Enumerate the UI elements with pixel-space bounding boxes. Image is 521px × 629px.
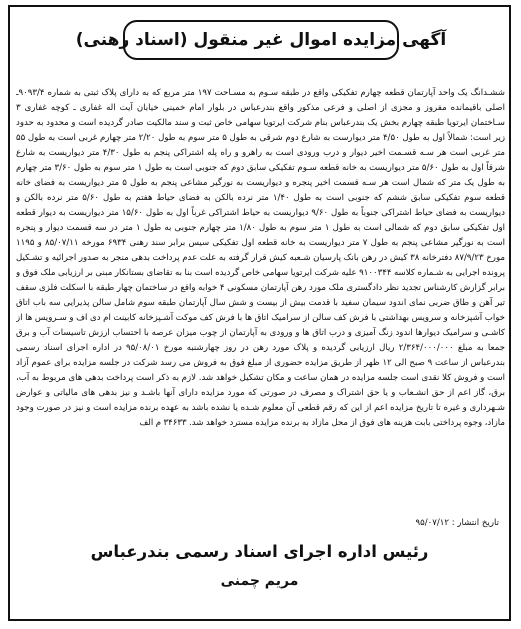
signatory-name: مریم چمنی	[220, 573, 299, 589]
publication-date: تاریخ انتشار : ۹۵/۰۷/۱۲	[415, 518, 499, 528]
notice-title: آگهی مزایده اموال غیر منقول (اسناد رهنی)	[75, 30, 447, 50]
notice-title-box	[75, 20, 447, 60]
notice-body: ششـدانگ یک واحد آپارتمان قطعه چهارم تفکیکی واقع در طبقه سـوم به مسـاحت ۱۹۷ متر مربع که به دارای پلاک ثبتی به شماره ۹۰۹۳/۴ـ اصلی باقیمانده مفروز و مجزی از اصلی و فرعی مذکور واقع بندرعباس در بلوار امام خمینی خیابان آیت اله غفاری ـ کوچه غفاری ۳ سـاختمان ایرتویا طبقه چهارم بخش یک بندرعباس بنام شرکت ایرتویا سهامی خاص ثبت و سند مالکیت صادر گردیده است و محدود به حدود زیر است: شمالاً اول به طول ۴/۵۰ متر دیوارست به شارع دوم شرقی به طول ۵ متر سوم به طول ۲/۲۰ متر چهارم غربی است به طول ۵۵ متر غربی است هر سـه قسـمت اخیر دیوار و درب ورودی است به راهرو و راه پله اشتراکی پنجم به طول ۴/۳۰ متر دیواریست به شارع شرقاً اول به طول ۵/۶۰ متر دیواریست به خانه قطعه سـوم تفکیکی سابق دوم که جنوبی است به طول ۱ متر سوم به طول ۳/۶۰ متر چهارم به طول یک متر که شمال است هر سـه قسمت اخیر پنجره و دیواریست به نورگیر مشاعی پنجم به طول ۵ متر دیواریست به فضای خانه قطعه سوم تفکیکی سابق ششم که جنوبی است به طول ۱/۴۰ متر نرده بالکن به فضای حیاط هفتم به طول ۵/۶۰ متر نرده بالکن و دیواریست به فضای حیاط اشتراکی جنوباً به طول ۹/۶۰ دیواریست به حیاط اشتراکی غرباً اول به طول ۱۵/۶۰ متر دیواریست به دیوار قطعه اول تفکیکی سابق دوم که شمالی است به طول ۱ متر سوم به طول ۱/۸۰ متر چهارم جنوبی به طول ۱ متر در سه قسمت دیوار و پنجره است به نورگیر مشاعی پنجم به طول ۷ متر دیواریست به خانه قطعه اول تفکیکی سیس برابر سند رهنی ۶۹۳۴ مورخه ۸۵/۰۷/۱۱ و ۱۱۹۵ مورخ ۸۷/۹/۲۳ دفترخانه ۳۸ کیش در رهن بانک پارسیان شـعبه کیش قرار گرفته به علت عدم پرداخت بدهی منجر به صدور اجرائیه و تشـکیل پرونده اجرایی به شـماره کلاسه ۹۱۰۰۳۴۴ علیه شرکت ایرتویا سهامی خاص گردیده است بنا به تقاضای بستانکار مبنی بر ارزیابی ملک فوق و برابر گزارش کارشناس تجدید نظر دادگستری ملک مورد رهن آپارتمان مسکونی ۴ خوابه واقع در ساختمان چهار طبقه با اسکلت فلزی سقف تیر آهن و طاق ضربی نمای اندود سیمان سفید با قدمت بیش از بیست و شش سال آپارتمان طبقه سوم شامل سالن پذیرایی سه باب اتاق خواب آشپزخانه و سرویس بهداشتی با فرش کف سالن از سرامیک اتاق ها با فرش کف موکت آشـپزخانه کابینت ام دی اف و سـرویس ها از کاشـی و سرامیک دیوارها اندود زنگ آمیزی و درب اتاق ها و ورودی به آپارتمان از چوب میزان عرصه با احتساب ارزش تاسیسات آب و برق جمعا به مبلغ ۲/۳۶۴/۰۰۰/۰۰۰ ریال ارزیابی گردیده و پلاک مورد رهن در روز چهارشنبه مورخ ۹۵/۰۸/۰۱ در اداره اجرای اسناد رسمی بندرعباس از ساعت ۹ صبح الی ۱۲ ظهر از طریق مزایده حضوری از مبلغ فوق به فروش می رسد شرکت در جلسه مزایده برای عموم آزاد است و فروش کلا نقدی است جلسه مزایده در همان ساعت و مکان تشکیل خواهد شد. لازم به ذکر است پرداخت بدهی های مربوط به آب، برق، گاز اعم از حق انشـعاب و یا حق اشتراک و مصرف در صورتی که مورد مزایده دارای آنها باشـد و نیز بدهی های مالیاتی و عوارض شـهرداری و غیره تا تاریخ مزایده اعم از این که رقم قطعی آن معلوم شـده یا نشده باشد به عهده برنده مزایده است و نیز در صورت وجود مازاد، وجوه پرداختی بابت هزینه های فوق از محل مازاد به برنده مزایده مسترد خواهد شد. ۳۴۶۳۳ م الف	[16, 88, 505, 428]
signatory-title: رئیس اداره اجرای اسناد رسمی بندرعباس	[90, 542, 429, 561]
